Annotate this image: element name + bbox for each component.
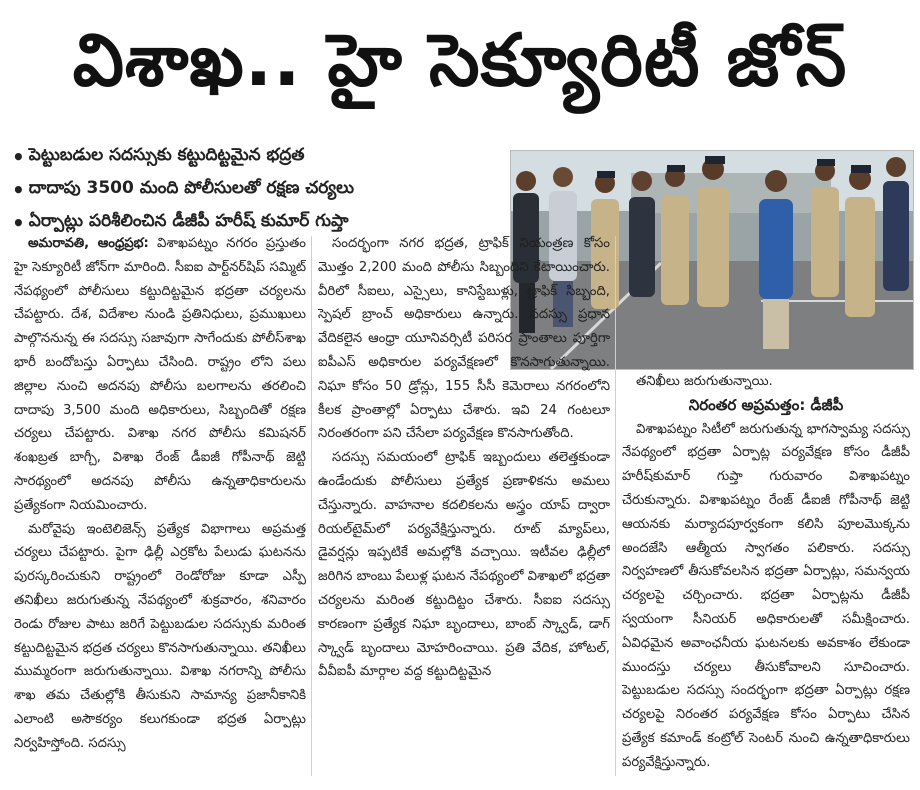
article-paragraph — [14, 232, 306, 518]
article-paragraph: విశాఖపట్నం సిటీలో జరుగుతున్న భాగస్వామ్య సదస్సు నేపథ్యంలో భద్రతా ఏర్పాట్ల పర్యవేక్షణ కోసం డీజీపీ హరీష్‌కుమార్ గుప్తా గురువారం విశాఖపట్నం చేరుకున్నారు. విశాఖపట్నం రేంజ్ డీఐజీ గోపీనాథ్ జెట్టి ఆయనకు మర్యాదపూర్వకంగా కలిసి పూలమొక్కను అందజేసి ఆత్మీయ స్వాగతం పలికారు. సదస్సు నిర్వహణలో తీసుకోవలసిన భద్రతా ఏర్పాట్లు, సమన్వయ చర్యలపై చర్చించారు. భద్రతా ఏర్పాట్లను డీజీపీ స్వయంగా సీనియర్ అధికారులతో సమీక్షించారు. ఏవిధమైన అవాంఛనీయ ఘటనలకు అవకాశం లేకుండా ముందస్తు చర్యలు తీసుకోవాలని సూచించారు. పెట్టుబడుల సదస్సు సందర్భంగా భద్రతా ఏర్పాట్లు రక్షణ చర్యలపై నిరంతర పర్యవేక్షణ కోసం ఏర్పాటు చేసిన ప్రత్యేక కమాండ్ కంట్రోల్ సెంటర్ నుంచి ఉన్నతాధికారులు పర్యవేక్షిస్తున్నారు. — [622, 421, 910, 770]
article-paragraph: తనిఖీలు జరుగుతున్నాయి. — [636, 374, 773, 389]
column-divider — [615, 236, 616, 776]
column-divider — [311, 236, 312, 776]
article-column-2 — [318, 232, 610, 782]
highlight-item — [12, 140, 502, 173]
article-paragraph: సందర్భంగా నగర భద్రత, ట్రాఫిక్ నియంత్రణ కోసం మొత్తం 2,200 మంది పోలీసు సిబ్బందిని కేటాయించారు. వీరిలో సీఐలు, ఎస్సైలు, కానిస్టేబుళ్లు, ట్రాఫిక్ సిబ్బంది, స్పెషల్ బ్రాంచ్ అధికారులు ఉన్నారు. సదస్సు ప్రధాన వేదికలైన ఆంధ్రా యూనివర్సిటీ పరిసర ప్రాంతాలు పూర్తిగా ఐపీఎస్ అధికారుల పర్యవేక్షణలో కొనసాగుతున్నాయి. నిఘా కోసం 50 డ్రోన్లు, 155 సీసీ కెమెరాలు నగరంలోని కీలక ప్రాంతాల్లో ఏర్పాటు చేశారు. ఇవి 24 గంటలూ నిరంతరంగా పని చేసేలా పర్యవేక్షణ కొనసాగుతోంది. — [318, 236, 610, 442]
headline: విశాఖ.. హై సెక్యూరిటీ జోన్ — [72, 18, 848, 102]
highlights-list — [12, 140, 502, 239]
bullet-icon: • — [12, 210, 25, 235]
dateline: అమరావతి, ఆంధ్రప్రభ: — [28, 236, 149, 251]
bullet-icon: • — [12, 177, 25, 202]
paragraph-text: విశాఖపట్నం నగరం ప్రస్తుతం హై సెక్యూరిటీ జోన్‌గా మారింది. సీఐఐ పార్ట్‌నర్‌షిప్ సమ్మిట్ నేపథ్యంలో పోలీసులు కట్టుదిట్టమైన భద్రతా చర్యలను చేపట్టారు. దేశ, విదేశాల నుండి ప్రతినిధులు, ప్రముఖులు పాల్గొననున్న ఈ సదస్సు సజావుగా సాగేందుకు పోలీస్‌శాఖ భారీ బందోబస్తు ఏర్పాటు చేసింది. రాష్ట్రం లోని పలు జిల్లాల నుంచి అదనపు పోలీసు బలగాలను తరలించి దాదాపు 3,500 మంది అధికారులు, సిబ్బందితో రక్షణ చర్యలు చేపట్టారు. విశాఖ నగర పోలీసు కమిషనర్ శంఖబ్రత బాగ్చీ, విశాఖ రేంజ్ డీఐజీ గోపీనాథ్ జెట్టి సారథ్యంలో అదనపు పోలీసు ఉన్నతాధికారులను ప్రత్యేకంగా నియమించారు. — [14, 236, 306, 513]
highlight-text: ఏర్పాట్లు పరిశీలించిన డీజీపీ హరీష్ కుమార్ గుప్తా — [28, 210, 349, 231]
highlight-item — [12, 173, 502, 206]
highlight-text: పెట్టుబడుల సదస్సుకు కట్టుదిట్టమైన భద్రత — [28, 144, 305, 165]
highlight-text: దాదాపు 3500 మంది పోలీసులతో రక్షణ చర్యలు — [28, 177, 355, 198]
bullet-icon: • — [12, 144, 25, 169]
article-paragraph: సదస్సు సమయంలో ట్రాఫిక్ ఇబ్బందులు తలెత్తకుండా ఉండేందుకు పోలీసులు ప్రత్యేక ప్రణాళికను అమలు చేస్తున్నారు. వాహనాల కదలికలను అస్త్రం యాప్ ద్వారా రియల్‌టైమ్‌లో పర్యవేక్షిస్తున్నారు. రూట్ మ్యాప్‌లు, డైవర్షన్లు ఇప్పటికే అమల్లోకి వచ్చాయి. ఇటీవల ఢిల్లీలో జరిగిన బాంబు పేలుళ్ల ఘటన నేపథ్యంలో విశాఖలో భద్రతా చర్యలను మరింత కట్టుదిట్టం చేశారు. సీఐఐ సదస్సు కారణంగా ప్రత్యేక నిఘా బృందాలు, బాంబ్ స్క్వాడ్, డాగ్ స్క్వాడ్ బృందాలు మోహరించాయి. ప్రతి వేదిక, హోటల్, వీవీఐపీ మార్గాల వద్ద కట్టుదిట్టమైన — [318, 450, 610, 680]
article-paragraph: మరోవైపు ఇంటెలిజెన్స్ ప్రత్యేక విభాగాలు అప్రమత్త చర్యలు చేపట్టారు. పైగా ఢిల్లీ ఎర్రకోట పేలుడు ఘటనను పురస్కరించుకుని రాష్ట్రంలో రెండోరోజు కూడా ఎస్పీ తనిఖీలు జరుగుతున్న నేపథ్యంలో శుక్రవారం, శనివారం రెండు రోజుల పాటు జరిగే పెట్టుబడుల సదస్సుకు మరింత కట్టుదిట్టమైన భద్రత చర్యలు కొనసాగుతున్నాయి. తనిఖీలు ముమ్మరంగా జరుగుతున్నాయి. విశాఖ నగరాన్ని పోలీసు శాఖ తమ చేతుల్లోకి తీసుకుని సామాన్య ప్రజానీకానికి ఎలాంటి అసౌకర్యం కలుగకుండా భద్రత ఏర్పాట్లు నిర్వహిస్తోంది. సదస్సు — [14, 521, 306, 751]
article-column-1 — [14, 232, 306, 782]
section-subheading: నిరంతర అప్రమత్తం: డీజీపీ — [688, 395, 844, 414]
article-column-3 — [622, 370, 910, 782]
